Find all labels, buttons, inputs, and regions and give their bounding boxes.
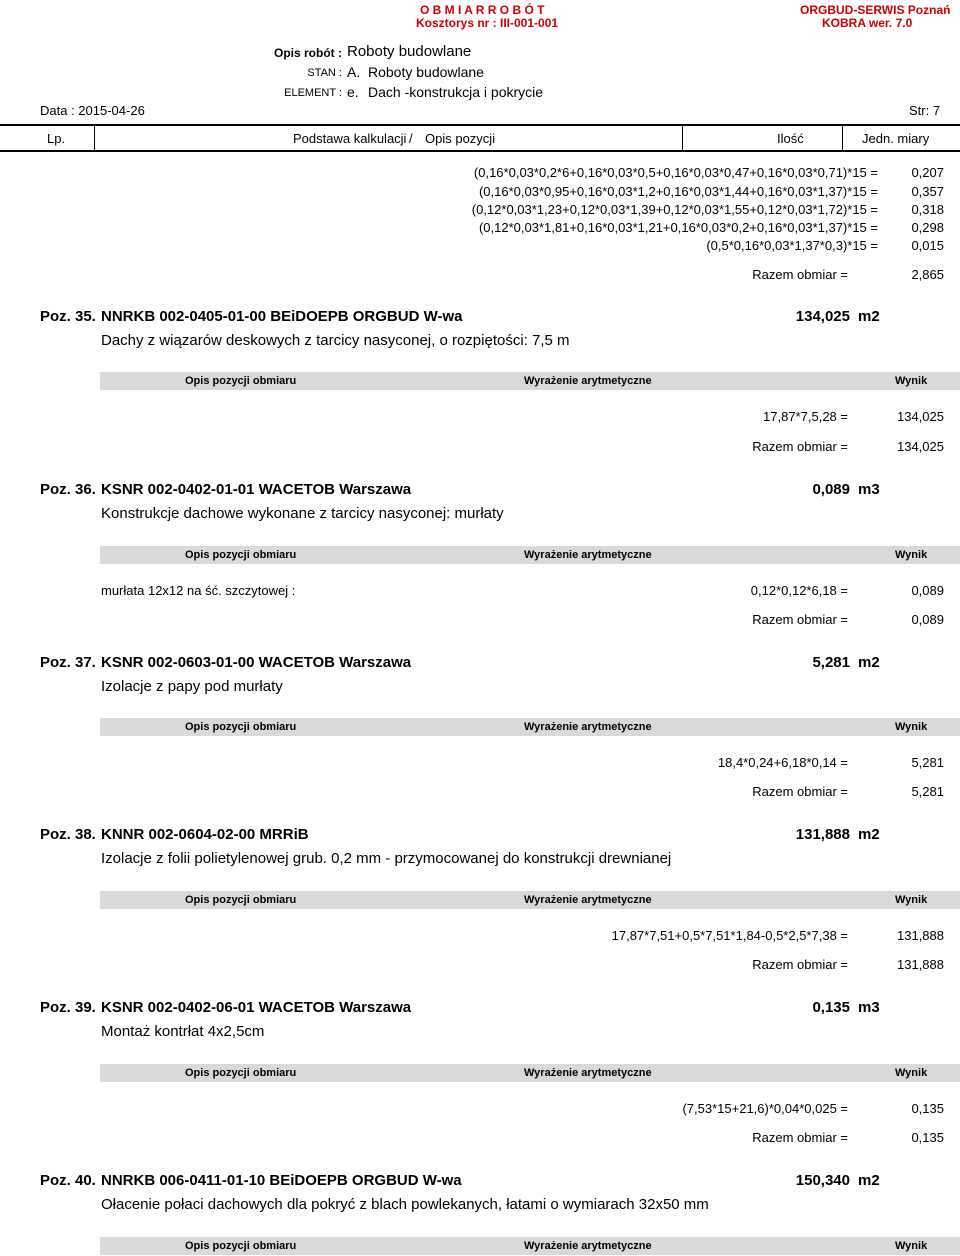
subcol-wynik: Wynik <box>895 549 928 561</box>
measure-description: murłata 12x12 na ść. szczytowej : <box>101 583 296 598</box>
column-lp: Lp. <box>47 131 66 146</box>
position-number: Poz. 40. <box>40 1172 96 1189</box>
element-value: Dach -konstrukcja i pokrycie <box>368 84 544 100</box>
subcol-opis: Opis pozycji obmiaru <box>185 721 297 733</box>
subcol-opis: Opis pozycji obmiaru <box>185 549 297 561</box>
element-label: ELEMENT : <box>284 87 342 99</box>
position-quantity: 134,025 <box>795 308 850 325</box>
opis-robot-label: Opis robót : <box>274 46 342 60</box>
subcol-opis: Opis pozycji obmiaru <box>185 1067 297 1079</box>
subcol-opis: Opis pozycji obmiaru <box>185 375 297 387</box>
report-title: O B M I A R R O B Ó T <box>420 3 545 17</box>
razem-label: Razem obmiar = <box>752 612 848 627</box>
measure-expression: 17,87*7,51+0,5*7,51*1,84-0,5*2,5*7,38 = <box>611 928 848 943</box>
measure-header-bar <box>100 1064 960 1082</box>
column-opis: Opis pozycji <box>425 131 496 146</box>
subcol-wynik: Wynik <box>895 894 928 906</box>
razem-value: 0,135 <box>911 1130 944 1145</box>
subcol-wyrazenie: Wyrażenie arytmetyczne <box>524 375 652 387</box>
measure-value: 0,318 <box>911 202 944 217</box>
subcol-wynik: Wynik <box>895 721 928 733</box>
position-code: NNRKB 006-0411-01-10 BEiDOEPB ORGBUD W-wa <box>101 1172 462 1189</box>
column-divider <box>842 126 843 150</box>
subcol-opis: Opis pozycji obmiaru <box>185 894 297 906</box>
software-version: KOBRA wer. 7.0 <box>822 16 913 30</box>
razem-value: 2,865 <box>911 267 944 282</box>
measure-expression: (0,12*0,03*1,23+0,12*0,03*1,39+0,12*0,03*1,55+0,12*0,03*1,72)*15 = <box>471 202 878 217</box>
razem-value: 134,025 <box>897 439 944 454</box>
position-description: Konstrukcje dachowe wykonane z tarcicy nasyconej: murłaty <box>101 505 504 522</box>
stan-code: A. <box>347 64 361 80</box>
position-code: KNNR 002-0604-02-00 MRRiB <box>101 826 309 843</box>
measure-expression: (0,5*0,16*0,03*1,37*0,3)*15 = <box>706 238 878 253</box>
position-number: Poz. 39. <box>40 999 96 1016</box>
measure-expression: 17,87*7,5,28 = <box>763 409 848 424</box>
position-description: Ołacenie połaci dachowych dla pokryć z blach powlekanych, łatami o wymiarach 32x50 mm <box>101 1196 709 1213</box>
position-unit: m3 <box>858 999 880 1016</box>
razem-label: Razem obmiar = <box>752 957 848 972</box>
subcol-wynik: Wynik <box>895 1240 928 1252</box>
razem-label: Razem obmiar = <box>752 1130 848 1145</box>
position-quantity: 131,888 <box>795 826 850 843</box>
position-number: Poz. 37. <box>40 654 96 671</box>
page-number: Str: 7 <box>909 103 941 118</box>
measure-value: 131,888 <box>897 928 944 943</box>
subcol-wynik: Wynik <box>895 1067 928 1079</box>
position-description: Izolacje z papy pod murłaty <box>101 678 283 695</box>
measure-expression: 18,4*0,24+6,18*0,14 = <box>717 755 848 770</box>
measure-header-bar <box>100 372 960 390</box>
position-number: Poz. 36. <box>40 481 96 498</box>
element-code: e. <box>347 84 359 100</box>
measure-header-bar <box>100 891 960 909</box>
position-quantity: 5,281 <box>812 654 850 671</box>
subcol-opis: Opis pozycji obmiaru <box>185 1240 297 1252</box>
measure-header-bar <box>100 718 960 736</box>
position-unit: m2 <box>858 1172 880 1189</box>
column-podstawa: Podstawa kalkulacji <box>293 131 407 146</box>
measure-expression: (0,12*0,03*1,81+0,16*0,03*1,21+0,16*0,03*0,2+0,16*0,03*1,37)*15 = <box>478 220 878 235</box>
measure-expression: (7,53*15+21,6)*0,04*0,025 = <box>682 1101 848 1116</box>
measure-value: 5,281 <box>911 755 944 770</box>
razem-value: 5,281 <box>911 784 944 799</box>
measure-expression: 0,12*0,12*6,18 = <box>750 583 848 598</box>
subcol-wyrazenie: Wyrażenie arytmetyczne <box>524 721 652 733</box>
stan-label: STAN : <box>307 67 342 79</box>
razem-label: Razem obmiar = <box>752 267 848 282</box>
subcol-wyrazenie: Wyrażenie arytmetyczne <box>524 549 652 561</box>
measure-header-bar <box>100 546 960 564</box>
measure-value: 0,135 <box>911 1101 944 1116</box>
subcol-wyrazenie: Wyrażenie arytmetyczne <box>524 1067 652 1079</box>
column-slash: / <box>409 131 413 146</box>
position-quantity: 0,135 <box>812 999 850 1016</box>
measure-value: 134,025 <box>897 409 944 424</box>
subcol-wyrazenie: Wyrażenie arytmetyczne <box>524 1240 652 1252</box>
column-divider <box>682 126 683 150</box>
position-description: Dachy z wiązarów deskowych z tarcicy nasyconej, o rozpiętości: 7,5 m <box>101 332 570 349</box>
stan-value: Roboty budowlane <box>368 64 484 80</box>
position-number: Poz. 35. <box>40 308 96 325</box>
measure-value: 0,207 <box>911 165 944 180</box>
razem-value: 0,089 <box>911 612 944 627</box>
opis-robot-value: Roboty budowlane <box>347 43 472 60</box>
measure-value: 0,298 <box>911 220 944 235</box>
column-jedn: Jedn. miary <box>862 131 930 146</box>
subcol-wynik: Wynik <box>895 375 928 387</box>
position-code: KSNR 002-0402-01-01 WACETOB Warszawa <box>101 481 412 498</box>
measure-expression: (0,16*0,03*0,95+0,16*0,03*1,2+0,16*0,03*1,44+0,16*0,03*1,37)*15 = <box>478 184 878 199</box>
position-unit: m2 <box>858 308 880 325</box>
position-code: KSNR 002-0603-01-00 WACETOB Warszawa <box>101 654 412 671</box>
position-description: Montaż kontrłat 4x2,5cm <box>101 1023 265 1040</box>
measure-value: 0,357 <box>911 184 944 199</box>
column-header-bar <box>0 124 960 152</box>
position-quantity: 0,089 <box>812 481 850 498</box>
position-unit: m2 <box>858 654 880 671</box>
measure-header-bar <box>100 1237 960 1255</box>
position-code: KSNR 002-0402-06-01 WACETOB Warszawa <box>101 999 412 1016</box>
column-divider <box>94 126 95 150</box>
company-name: ORGBUD-SERWIS Poznań <box>800 3 951 17</box>
razem-label: Razem obmiar = <box>752 784 848 799</box>
column-ilosc: Ilość <box>777 131 804 146</box>
position-description: Izolacje z folii polietylenowej grub. 0,2 mm - przymocowanej do konstrukcji drewnianej <box>101 850 672 867</box>
position-unit: m3 <box>858 481 880 498</box>
measure-expression: (0,16*0,03*0,2*6+0,16*0,03*0,5+0,16*0,03*0,47+0,16*0,03*0,71)*15 = <box>473 165 878 180</box>
position-quantity: 150,340 <box>795 1172 850 1189</box>
document-date: Data : 2015-04-26 <box>40 103 145 118</box>
subcol-wyrazenie: Wyrażenie arytmetyczne <box>524 894 652 906</box>
kosztorys-number: Kosztorys nr : III-001-001 <box>416 16 559 30</box>
measure-value: 0,015 <box>911 238 944 253</box>
position-number: Poz. 38. <box>40 826 96 843</box>
measure-value: 0,089 <box>911 583 944 598</box>
position-code: NNRKB 002-0405-01-00 BEiDOEPB ORGBUD W-wa <box>101 308 463 325</box>
position-unit: m2 <box>858 826 880 843</box>
razem-value: 131,888 <box>897 957 944 972</box>
razem-label: Razem obmiar = <box>752 439 848 454</box>
